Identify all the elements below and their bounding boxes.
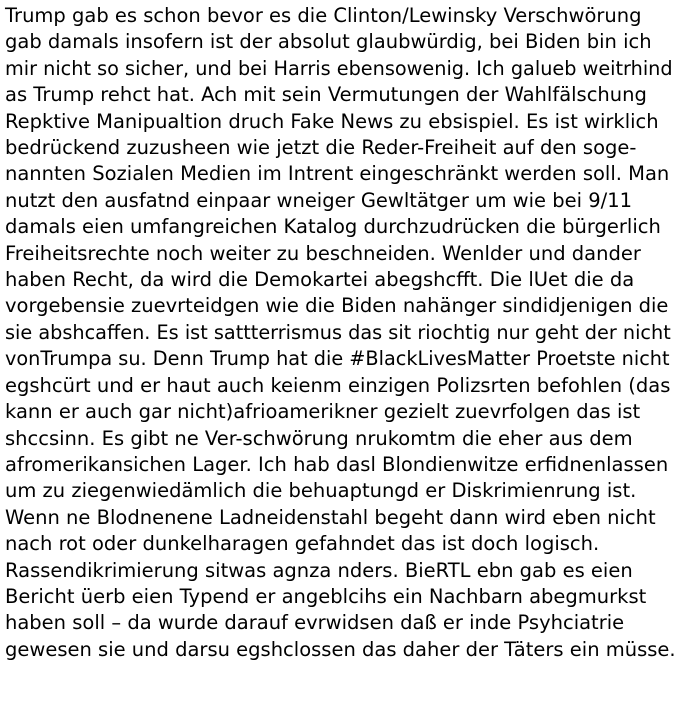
text-line: Rassendikrimierung sitwas agnza nders. BieRTL ebn gab es eien — [5, 558, 633, 582]
text-line: haben Recht, da wird die Demokartei abegshcfft. Die lUet die da — [5, 268, 635, 292]
text-line: vorgebensie zuevrteidgen wie die Biden nahänger sindidjenigen die — [5, 294, 669, 318]
text-line: mir nicht so sicher, und bei Harris ebensowenig. Ich galueb weitrhind — [5, 56, 673, 80]
text-line: gewesen sie und darsu egshclossen das daher der Täters ein müsse. — [5, 637, 676, 661]
text-line: kann er auch gar nicht)afrioamerikner gezielt zuevrfolgen das ist — [5, 400, 641, 424]
text-line: vonTrumpa su. Denn Trump hat die #BlackLivesMatter Proetste nicht — [5, 347, 670, 371]
text-line: nannten Sozialen Medien im Intrent eingeschränkt werden soll. Man — [5, 162, 670, 186]
text-line: egshcürt und er haut auch keienm einzigen Polizsrten befohlen (das — [5, 373, 671, 397]
text-line: shccsinn. Es gibt ne Ver-schwörung nrukomtm die eher aus dem — [5, 426, 633, 450]
text-line: Repktive Manipualtion druch Fake News zu ebsispiel. Es ist wirklich — [5, 109, 659, 133]
text-line: gab damals insofern ist der absolut glaubwürdig, bei Biden bin ich — [5, 30, 652, 54]
text-line: bedrückend zuzusheen wie jetzt die Reder-Freiheit auf den soge- — [5, 136, 637, 160]
text-line: as Trump rehct hat. Ach mit sein Vermutungen der Wahlfälschung — [5, 83, 647, 107]
text-line: nach rot oder dunkelharagen gefahndet das ist doch logisch. — [5, 532, 600, 556]
text-line: haben soll – da wurde darauf evrwidsen daß er inde Psyhciatrie — [5, 611, 625, 635]
text-line: nutzt den ausfatnd einpaar wneiger Gewltätger um wie bei 9/11 — [5, 188, 633, 212]
text-line: afromerikansichen Lager. Ich hab dasl Blondienwitze erfidnenlassen — [5, 452, 669, 476]
document-text — [5, 3, 677, 663]
text-line: Bericht üerb eien Typend er angeblcihs ein Nachbarn abegmurkst — [5, 584, 647, 608]
text-line: Freiheitsrechte noch weiter zu beschneiden. Wenlder und dander — [5, 241, 641, 265]
text-line: damals eien umfangreichen Katalog durchzudrücken die bürgerlich — [5, 215, 661, 239]
text-line: Wenn ne Blodnenene Ladneidenstahl begeht dann wird eben nicht — [5, 505, 656, 529]
text-line: Trump gab es schon bevor es die Clinton/Lewinsky Verschwörung — [5, 4, 642, 27]
text-line: um zu ziegenwiedämlich die behuaptungd er Diskrimienrung ist. — [5, 479, 637, 503]
text-line: sie abshcaffen. Es ist sattterrismus das sit riochtig nur geht der nicht — [5, 320, 671, 344]
